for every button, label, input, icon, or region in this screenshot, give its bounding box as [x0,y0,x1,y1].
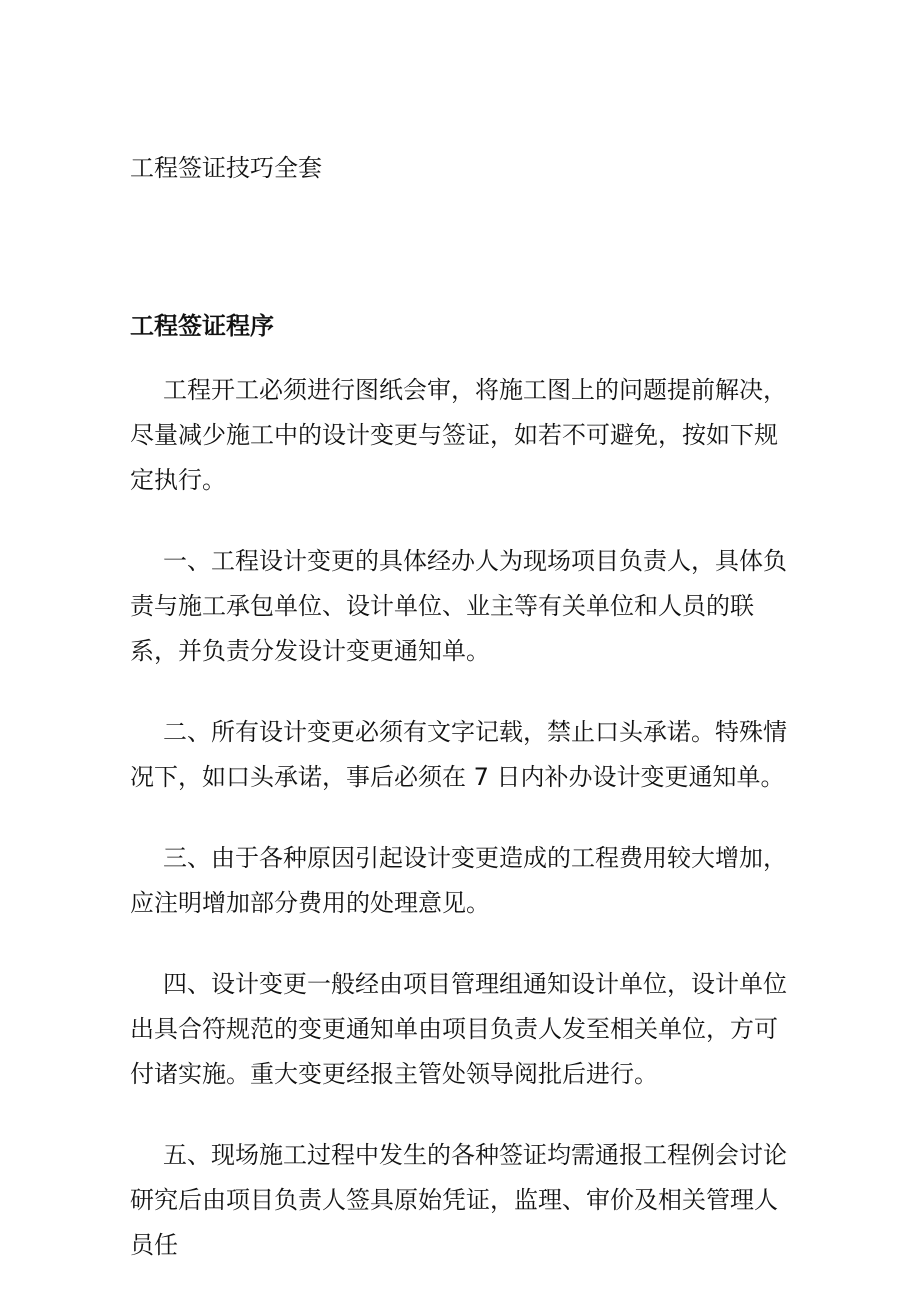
paragraph-3: 三、由于各种原因引起设计变更造成的工程费用较大增加，应注明增加部分费用的处理意见。 [130,844,787,917]
paragraph-5: 五、现场施工过程中发生的各种签证均需通报工程例会讨论研究后由项目负责人签具原始凭证，监理、审价及相关管理人员任 [130,1141,787,1259]
paragraph-4: 四、设计变更一般经由项目管理组通知设计单位，设计单位出具合符规范的变更通知单由项目负责人发至相关单位，方可付诸实施。重大变更经报主管处领导阅批后进行。 [130,970,787,1088]
document-body [130,368,794,1304]
section-heading: 工程签证程序 [130,312,274,340]
paragraph-intro: 工程开工必须进行图纸会审，将施工图上的问题提前解决，尽量减少施工中的设计变更与签证，如若不可避免，按如下规定执行。 [130,376,787,494]
document-title: 工程签证技巧全套 [130,154,322,182]
paragraph-1: 一、工程设计变更的具体经办人为现场项目负责人，具体负责与施工承包单位、设计单位、业主等有关单位和人员的联系，并负责分发设计变更通知单。 [130,547,787,665]
paragraph-2: 二、所有设计变更必须有文字记载，禁止口头承诺。特殊情况下，如口头承诺，事后必须在 7 日内补办设计变更通知单。 [130,718,787,791]
